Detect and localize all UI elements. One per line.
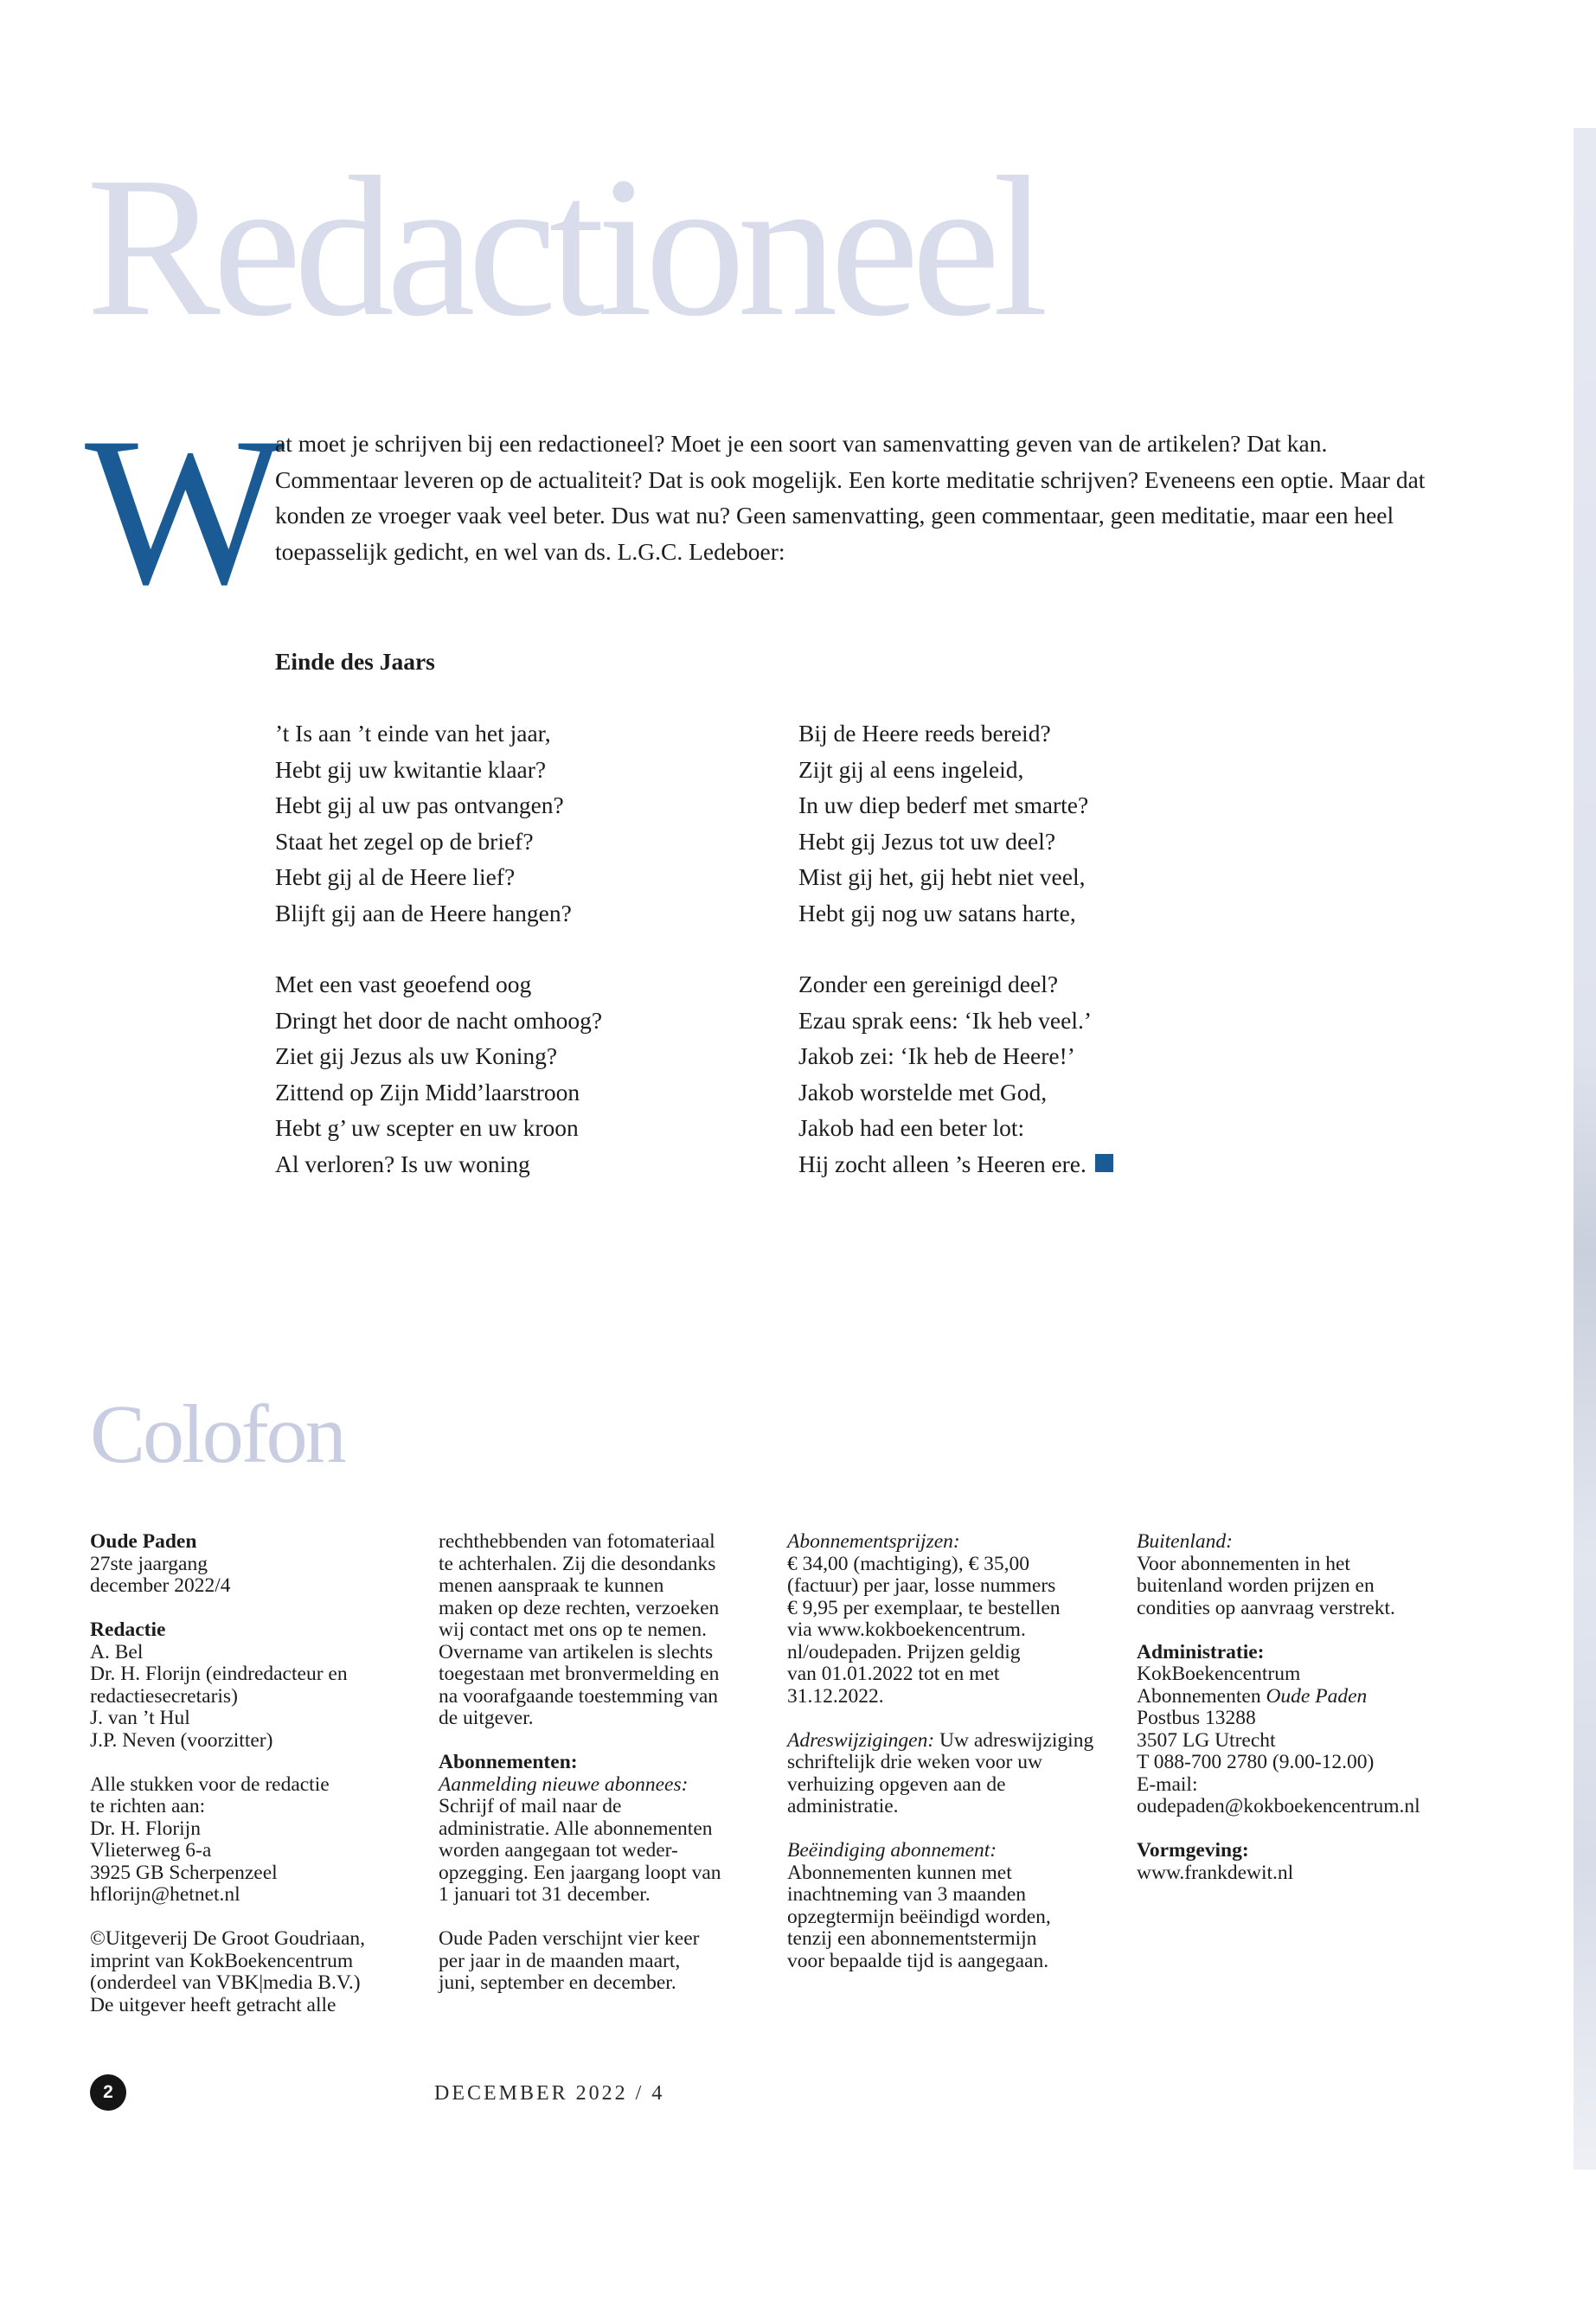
poem-line: Blijft gij aan de Heere hangen?: [275, 899, 572, 926]
buitenland-label: Buitenland:: [1137, 1530, 1233, 1553]
poem-line: Zittend op Zijn Midd’laarstroon: [275, 1078, 580, 1106]
page-title: Redactioneel: [87, 136, 1041, 358]
admin-abonnementen: [1137, 1686, 1470, 1708]
adres-line: administratie.: [787, 1795, 899, 1817]
poem-stanza-1: [275, 715, 572, 931]
rights-line: toegestaan met bronvermelding en: [439, 1663, 720, 1685]
poem-line: Hebt gij nog uw satans harte,: [798, 899, 1076, 926]
email-link[interactable]: hflorijn@hetnet.nl: [90, 1883, 240, 1906]
poem-line: Ezau sprak eens: ‘Ik heb veel.’: [798, 1006, 1093, 1034]
adres-line: schriftelijk drie weken voor uw: [787, 1751, 1042, 1773]
prijzen-line: € 34,00 (machtiging), € 35,00: [787, 1552, 1030, 1575]
poem-line: Hebt gij Jezus tot uw deel?: [798, 827, 1056, 855]
rights-line: wij contact met ons op te nemen.: [439, 1618, 707, 1641]
publisher-line: (onderdeel van VBK|media B.V.): [90, 1971, 361, 1994]
poem-line: ’t Is aan ’t einde van het jaar,: [275, 720, 551, 747]
poem-stanza-4: [798, 966, 1113, 1182]
rights-line: de uitgever.: [439, 1707, 534, 1729]
beeindiging-label: Beëindiging abonnement:: [787, 1839, 997, 1862]
admin-line: 3507 LG Utrecht: [1137, 1728, 1276, 1752]
page-number-badge: 2: [90, 2074, 126, 2111]
aanmelding-line: 1 januari tot 31 december.: [439, 1883, 651, 1906]
poem-line: Ziet gij Jezus als uw Koning?: [275, 1042, 558, 1069]
redactie-member: Dr. H. Florijn (eindredacteur en: [90, 1663, 348, 1685]
rights-line: maken op deze rechten, verzoeken: [439, 1596, 720, 1619]
adres-label: Adreswijzigingen:: [787, 1728, 935, 1752]
jaargang: 27ste jaargang: [90, 1552, 208, 1575]
poem-stanza-2: [798, 715, 1088, 931]
prijzen-line: van 01.01.2022 tot en met: [787, 1663, 1000, 1685]
verschijning-line: juni, september en december.: [439, 1971, 676, 1994]
colofon-title: Colofon: [90, 1388, 344, 1480]
aanmelding-line: opzegging. Een jaargang loopt van: [439, 1861, 721, 1884]
colofon-column-4: [1137, 1531, 1470, 1907]
admin-name: KokBoekencentrum: [1137, 1663, 1301, 1685]
poem-line: Hebt g’ uw scepter en uw kroon: [275, 1114, 579, 1141]
poem-line: Hebt gij al uw pas ontvangen?: [275, 792, 564, 818]
poem-stanza-3: [275, 966, 602, 1182]
admin-abon-title: Oude Paden: [1266, 1684, 1368, 1708]
poem-line-last: [798, 1146, 1113, 1183]
colofon-column-3: [787, 1531, 1120, 1995]
admin-abon-prefix: Abonnementen: [1137, 1684, 1266, 1708]
prijzen-line: € 9,95 per exemplaar, te bestellen: [787, 1596, 1061, 1619]
address-line: Vlieterweg 6-a: [90, 1839, 212, 1862]
buitenland-line: Voor abonnementen in het: [1137, 1552, 1350, 1575]
abonnementen-heading: Abonnementen:: [439, 1751, 578, 1773]
rights-line: rechthebbenden van fotomateriaal: [439, 1530, 715, 1553]
aanmelding-line: Schrijf of mail naar de: [439, 1795, 622, 1817]
poem-line: Jakob worstelde met God,: [798, 1078, 1048, 1106]
aanmelding-label: Aanmelding nieuwe abonnees:: [439, 1772, 689, 1796]
vormgeving-link[interactable]: www.frankdewit.nl: [1137, 1861, 1294, 1884]
buitenland-line: buitenland worden prijzen en: [1137, 1574, 1375, 1597]
publication-name: Oude Paden: [90, 1530, 197, 1553]
beeindiging-line: Abonnementen kunnen met: [787, 1861, 1012, 1884]
beeindiging-line: opzegtermijn beëindigd worden,: [787, 1905, 1051, 1928]
colofon-column-2: [439, 1531, 760, 2016]
poem-line: Al verloren? Is uw woning: [275, 1150, 530, 1177]
poem-line: Jakob had een beter lot:: [798, 1114, 1025, 1141]
redactie-member: J. van ’t Hul: [90, 1707, 190, 1729]
poem-line: Staat het zegel op de brief?: [275, 827, 534, 855]
beeindiging-line: tenzij een abonnementstermijn: [787, 1927, 1037, 1950]
prijzen-line: via www.kokboekencentrum.: [787, 1618, 1026, 1641]
redactie-member: A. Bel: [90, 1640, 144, 1663]
poem-title: Einde des Jaars: [275, 648, 435, 675]
admin-line: Postbus 13288: [1137, 1707, 1256, 1729]
admin-phone: T 088-700 2780 (9.00-12.00): [1137, 1751, 1375, 1773]
poem-line: In uw diep bederf met smarte?: [798, 792, 1089, 818]
address-line: Alle stukken voor de redactie: [90, 1772, 330, 1796]
colofon-column-1: [90, 1531, 423, 2039]
admin-line: E-mail:: [1137, 1772, 1198, 1796]
poem-line: Bij de Heere reeds bereid?: [798, 720, 1051, 747]
end-of-article-square-icon: [1095, 1154, 1113, 1172]
redactie-member: redactiesecretaris): [90, 1684, 238, 1708]
drop-cap: W: [85, 394, 285, 628]
intro-paragraph: at moet je schrijven bij een redactioneel? Moet je een soort van samenvatting geven van de artikelen? Dat kan. Commentaar leveren op de actualiteit? Dat is ook mogelijk. Een korte meditatie schrijven? Eveneens een optie. Maar dat konden ze vroeger vaak veel beter. Dus wat nu? Geen samenvatting, geen commentaar, geen meditatie, maar een heel toepasselijk gedicht, en wel van ds. L.G.C. Ledeboer:: [275, 430, 1426, 565]
adres-line: verhuizing opgeven aan de: [787, 1772, 1006, 1796]
poem-line: Hebt gij uw kwitantie klaar?: [275, 755, 547, 783]
administratie-heading: Administratie:: [1137, 1640, 1265, 1663]
publisher-line: De uitgever heeft getracht alle: [90, 1993, 337, 2016]
rights-line: Overname van artikelen is slechts: [439, 1640, 714, 1663]
beeindiging-line: voor bepaalde tijd is aangegaan.: [787, 1949, 1049, 1972]
prijzen-label: Abonnementsprijzen:: [787, 1530, 960, 1553]
prijzen-line: 31.12.2022.: [787, 1684, 884, 1708]
poem-line: Zijt gij al eens ingeleid,: [798, 755, 1024, 783]
poem-line: Mist gij het, gij hebt niet veel,: [798, 863, 1086, 890]
verschijning-line: Oude Paden verschijnt vier keer: [439, 1927, 700, 1950]
vormgeving-heading: Vormgeving:: [1137, 1839, 1249, 1862]
redactie-heading: Redactie: [90, 1618, 166, 1641]
verschijning-line: per jaar in de maanden maart,: [439, 1949, 681, 1972]
poem-line: Zonder een gereinigd deel?: [798, 971, 1059, 997]
address-line: te richten aan:: [90, 1795, 206, 1817]
admin-email-link[interactable]: oudepaden@kokboekencentrum.nl: [1137, 1795, 1420, 1817]
page-edge-decoration: [1574, 128, 1596, 2170]
poem-line: Dringt het door de nacht omhoog?: [275, 1006, 603, 1034]
address-line: Dr. H. Florijn: [90, 1817, 201, 1840]
rights-line: te achterhalen. Zij die desondanks: [439, 1552, 716, 1575]
poem-line: Jakob zei: ‘Ik heb de Heere!’: [798, 1042, 1075, 1069]
buitenland-line: condities op aanvraag verstrekt.: [1137, 1596, 1395, 1619]
rights-line: na voorafgaande toestemming van: [439, 1684, 719, 1708]
poem-line: Met een vast geoefend oog: [275, 971, 532, 997]
aanmelding-line: worden aangegaan tot weder-: [439, 1839, 678, 1862]
adres-first-line: [787, 1730, 1120, 1753]
issue-date: december 2022/4: [90, 1574, 231, 1597]
issue-footer: DECEMBER 2022 / 4: [434, 2082, 665, 2105]
aanmelding-line: administratie. Alle abonnementen: [439, 1817, 713, 1840]
adres-first-text: Uw adreswijziging: [934, 1728, 1094, 1752]
prijzen-line: (factuur) per jaar, losse nummers: [787, 1574, 1056, 1597]
poem-line-text: Hij zocht alleen ’s Heeren ere.: [798, 1150, 1086, 1177]
address-line: 3925 GB Scherpenzeel: [90, 1861, 278, 1884]
poem-line: Hebt gij al de Heere lief?: [275, 863, 516, 890]
redactie-member: J.P. Neven (voorzitter): [90, 1728, 273, 1752]
publisher-line: ©Uitgeverij De Groot Goudriaan,: [90, 1927, 366, 1950]
publisher-line: imprint van KokBoekencentrum: [90, 1949, 354, 1972]
prijzen-line: nl/oudepaden. Prijzen geldig: [787, 1640, 1021, 1663]
rights-line: menen aanspraak te kunnen: [439, 1574, 664, 1597]
beeindiging-line: inachtneming van 3 maanden: [787, 1883, 1027, 1906]
